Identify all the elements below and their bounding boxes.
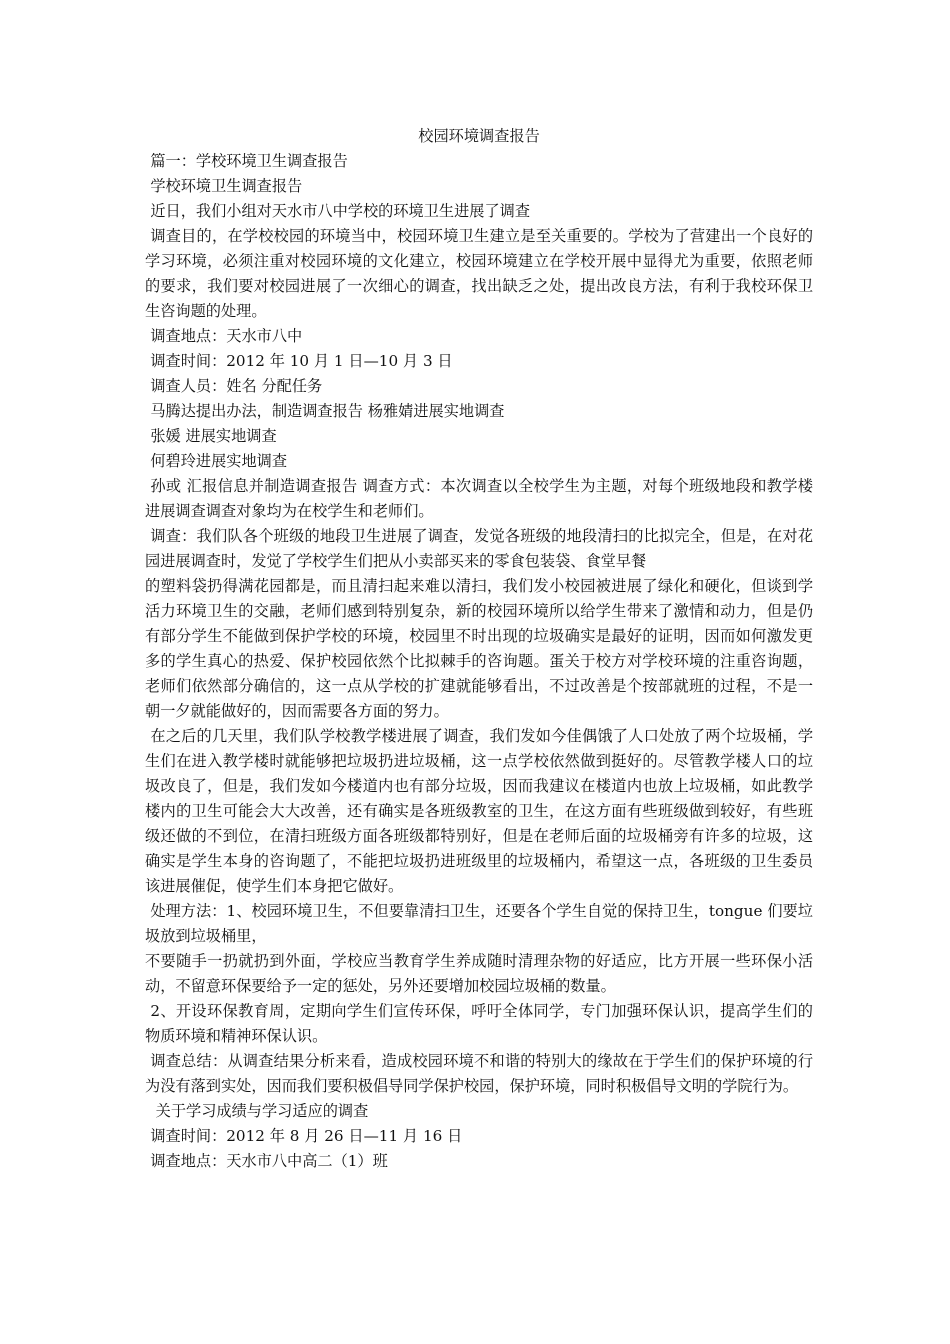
body-paragraph: 2、开设环保教育周，定期向学生们宣传环保，呼吁全体同学，专门加强环保认识，提高学生们的物质环境和精神环保认识。: [145, 1002, 813, 1045]
document-body: [145, 149, 813, 1174]
body-paragraph: 在之后的几天里，我们队学校教学楼进展了调查，我们发如今佳偶饿了人口处放了两个垃圾桶，学生们在进入教学楼时就能够把垃圾扔进垃圾桶，这一点学校依然做到挺好的。尽管教学楼人口的垃圾改良了，但是，我们发如今楼道内也有部分垃圾，因而我建议在楼道内也放上垃圾桶，如此教学楼内的卫生可能会大大改善，还有确实是各班级教室的卫生，在这方面有些班级做到较好，有些班级还做的不到位，在清扫班级方面各班级都特别好，但是在老师后面的垃圾桶旁有许多的垃圾，这确实是学生本身的咨询题了，不能把垃圾扔进班级里的垃圾桶内，希望这一点，各班级的卫生委员该进展催促，使学生们本身把它做好。: [145, 727, 813, 895]
body-paragraph: 何碧玲进展实地调查: [150, 452, 287, 470]
body-paragraph: 的塑料袋扔得满花园都是，而且清扫起来难以清扫，我们发小校园被进展了绿化和硬化，但谈到学活力环境卫生的交融，老师们感到特别复杂，新的校园环境所以给学生带来了激情和动力，但是仍有部分学生不能做到保护学校的环境，校园里不时出现的垃圾确实是最好的证明，因而如何激发更多的学生真心的热爱、保护校园依然个比拟棘手的咨询题。蛋关于校方对学校环境的注重咨询题，老师们依然部分确信的，这一点从学校的扩建就能够看出，不过改善是个按部就班的过程，不是一朝一夕就能做好的，因而需要各方面的努力。: [145, 577, 813, 720]
body-paragraph: 调查：我们队各个班级的地段卫生进展了调查，发觉各班级的地段清扫的比拟完全，但是，在对花园进展调查时，发觉了学校学生们把从小卖部买来的零食包装袋、食堂早餐: [145, 527, 813, 570]
body-paragraph: 关于学习成绩与学习适应的调查: [155, 1102, 369, 1120]
body-paragraph: 处理方法：1、校园环境卫生，不但要靠清扫卫生，还要各个学生自觉的保持卫生，tongue 们要垃圾放到垃圾桶里，: [145, 902, 813, 945]
body-paragraph: 张媛 进展实地调查: [150, 427, 277, 445]
body-paragraph: 调查地点：天水市八中: [150, 327, 303, 345]
body-paragraph: 调查总结：从调查结果分析来看，造成校园环境不和谐的特别大的缘故在于学生们的保护环境的行为没有落到实处，因而我们要积极倡导同学保护校园，保护环境，同时积极倡导文明的学院行为。: [145, 1052, 813, 1095]
body-paragraph: 调查时间：2012 年 8 月 26 日—11 月 16 日: [150, 1127, 463, 1145]
document-page: [145, 124, 813, 1174]
document-title: 校园环境调查报告: [418, 127, 540, 145]
body-paragraph: 近日，我们小组对天水市八中学校的环境卫生进展了调查: [150, 202, 530, 220]
body-paragraph: 不要随手一扔就扔到外面，学校应当教育学生养成随时清理杂物的好适应，比方开展一些环保小活动，不留意环保要给予一定的惩处，另外还要增加校园垃圾桶的数量。: [145, 952, 813, 995]
body-paragraph: 调查目的，在学校校园的环境当中，校园环境卫生建立是至关重要的。学校为了营建出一个良好的学习环境，必须注重对校园环境的文化建立，校园环境建立在学校开展中显得尤为重要，依照老师的要求，我们要对校园进展了一次细心的调查，找出缺乏之处，提出改良方法，有利于我校环保卫生咨询题的处理。: [145, 227, 813, 320]
body-paragraph: 调查时间：2012 年 10 月 1 日—10 月 3 日: [150, 352, 453, 370]
body-paragraph: 学校环境卫生调查报告: [150, 177, 303, 195]
body-paragraph: 调查地点：天水市八中高二（1）班: [150, 1152, 388, 1170]
body-paragraph: 调查人员：姓名 分配任务: [150, 377, 323, 395]
body-paragraph: 马腾达提出办法，制造调查报告 杨雅婧进展实地调查: [150, 402, 505, 420]
body-paragraph: 篇一：学校环境卫生调查报告: [150, 152, 348, 170]
body-paragraph: 孙或 汇报信息并制造调查报告 调查方式：本次调查以全校学生为主题，对每个班级地段和教学楼进展调查调查对象均为在校学生和老师们。: [145, 477, 813, 520]
